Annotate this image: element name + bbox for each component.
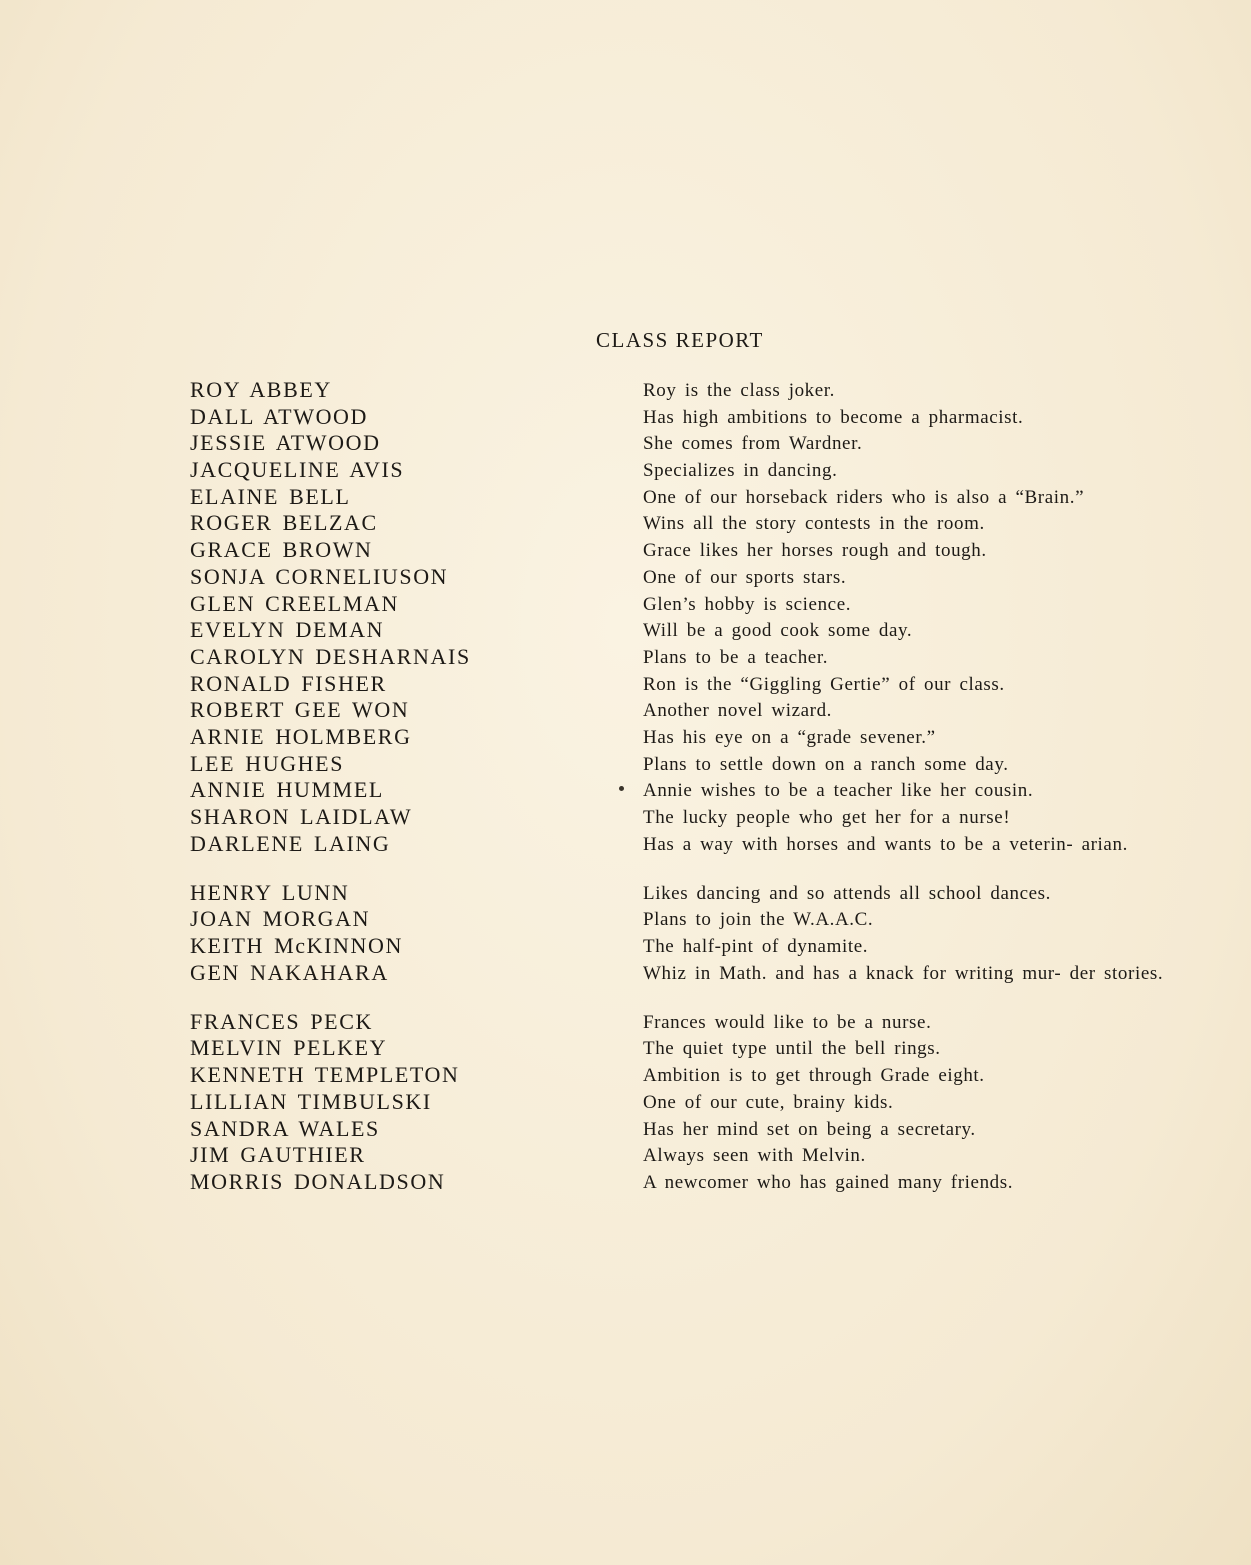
student-name: EVELYN DEMAN [190,617,385,643]
list-item [190,933,1210,960]
student-remark: Plans to be a teacher. [643,646,829,668]
student-name: SHARON LAIDLAW [190,804,413,829]
list-item [190,880,1210,907]
student-remark: Has his eye on a “grade sevener.” [643,726,936,748]
student-name: LEE HUGHES [190,750,345,776]
student-remark: Wins all the story contests in the room. [643,513,985,535]
list-item [190,831,1210,880]
list-item [190,430,1210,457]
student-remark: She comes from Wardner. [643,433,863,455]
student-remark: Plans to settle down on a ranch some day. [643,753,1009,775]
list-item [190,1062,1210,1089]
student-remark: Annie wishes to be a teacher like her cousin. [643,780,1034,802]
student-name: CAROLYN DESHARNAIS [190,643,471,669]
page-title: CLASS REPORT [596,328,764,352]
student-remark: Roy is the class joker. [643,380,836,401]
list-item [190,777,1210,804]
list-item [190,1116,1210,1143]
student-remark: The half-pint of dynamite. [643,936,869,958]
student-remark: Frances would like to be a nurse. [643,1011,932,1033]
student-name: GEN NAKAHARA [190,959,389,985]
list-item [190,377,1210,404]
student-remark: Ambition is to get through Grade eight. [643,1065,985,1087]
student-name: JACQUELINE AVIS [190,457,405,483]
student-name: KEITH McKINNON [190,933,403,959]
list-item [190,510,1210,537]
student-remark: Always seen with Melvin. [643,1145,866,1167]
list-item [190,537,1210,564]
student-name: JOAN MORGAN [190,906,371,932]
student-name: ELAINE BELL [190,483,351,509]
list-item [190,804,1210,831]
student-name: GRACE BROWN [190,537,373,563]
list-item [190,960,1210,1009]
list-item [190,564,1210,591]
student-name: ROY ABBEY [190,377,332,402]
student-remark: Another novel wizard. [643,700,833,722]
bullet-mark [619,786,624,791]
list-item [190,1035,1210,1062]
list-item [190,644,1210,671]
student-remark: One of our horseback riders who is also a “Brain.” [643,486,1085,508]
student-name: ARNIE HOLMBERG [190,723,412,749]
student-name: GLEN CREELMAN [190,590,399,616]
list-item [190,1169,1210,1196]
student-name: RONALD FISHER [190,670,387,696]
list-item [190,724,1210,751]
student-remark: Glen’s hobby is science. [643,593,852,615]
list-item [190,404,1210,431]
list-item [190,591,1210,618]
student-name: JESSIE ATWOOD [190,430,381,456]
student-remark: Whiz in Math. and has a knack for writing mur- der stories. [643,962,1164,984]
student-name: MELVIN PELKEY [190,1035,388,1061]
list-item [190,1089,1210,1116]
student-remark: One of our cute, brainy kids. [643,1091,894,1113]
student-name: SONJA CORNELIUSON [190,563,449,589]
student-remark: Has a way with horses and wants to be a veterin- arian. [643,833,1128,855]
list-item [190,617,1210,644]
list-item [190,484,1210,511]
student-remark: Specializes in dancing. [643,460,838,482]
student-name: SANDRA WALES [190,1115,380,1141]
student-remark: Has her mind set on being a secretary. [643,1118,976,1140]
student-name: DARLENE LAING [190,830,391,856]
student-name: MORRIS DONALDSON [190,1168,446,1194]
student-remark: Will be a good cook some day. [643,620,913,642]
student-remark: Plans to join the W.A.A.C. [643,909,874,931]
list-item [190,671,1210,698]
list-item [190,1009,1210,1036]
student-name: DALL ATWOOD [190,403,369,429]
student-name: KENNETH TEMPLETON [190,1062,460,1088]
student-remark: A newcomer who has gained many friends. [643,1171,1014,1193]
list-item [190,1142,1210,1169]
list-item [190,457,1210,484]
student-name: HENRY LUNN [190,879,350,905]
student-name: JIM GAUTHIER [190,1142,366,1168]
list-item [190,697,1210,724]
student-remark: One of our sports stars. [643,566,847,588]
student-remark: Ron is the “Giggling Gertie” of our class. [643,673,1005,695]
list-item [190,906,1210,933]
class-report-list [190,377,1210,1196]
list-item [190,751,1210,778]
student-remark: Has high ambitions to become a pharmacist. [643,406,1024,428]
student-name: LILLIAN TIMBULSKI [190,1088,432,1114]
student-remark: Grace likes her horses rough and tough. [643,540,987,562]
student-name: FRANCES PECK [190,1008,373,1034]
student-remark: Likes dancing and so attends all school dances. [643,882,1051,904]
student-name: ROGER BELZAC [190,510,378,536]
student-remark: The lucky people who get her for a nurse! [643,807,1011,828]
student-name: ROBERT GEE WON [190,697,410,723]
student-name: ANNIE HUMMEL [190,777,384,803]
student-remark: The quiet type until the bell rings. [643,1038,941,1060]
